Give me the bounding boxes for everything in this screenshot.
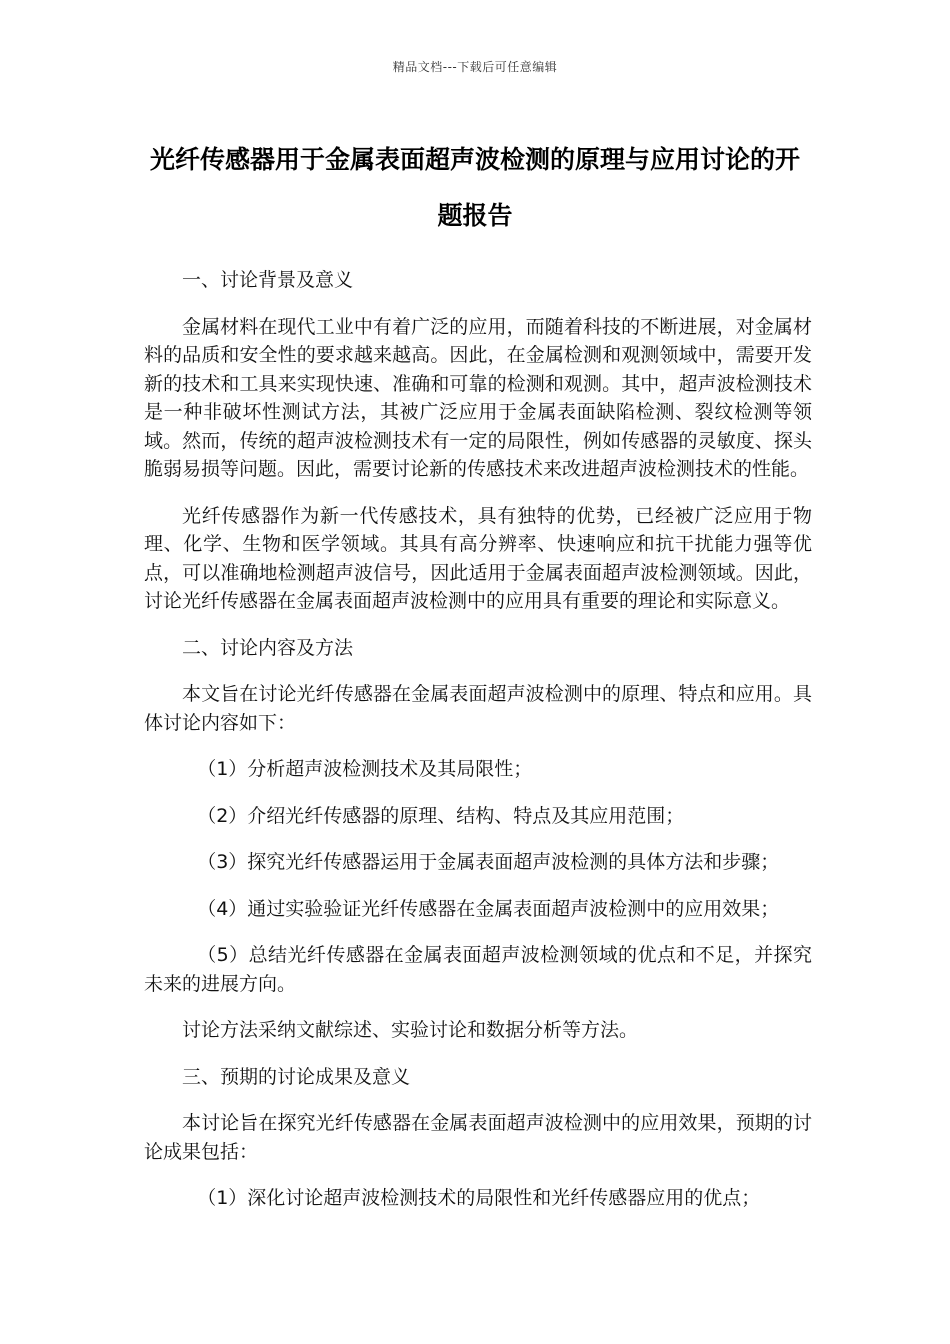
result-intro-paragraph: 本讨论旨在探究光纤传感器在金属表面超声波检测中的应用效果，预期的讨论成果包括： xyxy=(144,1112,812,1163)
header-note: 精品文档---下载后可任意编辑 xyxy=(392,60,558,74)
method-list-item-3: （3）探究光纤传感器运用于金属表面超声波检测的具体方法和步骤； xyxy=(197,851,780,873)
background-paragraph-1: 金属材料在现代工业中有着广泛的应用，而随着科技的不断进展，对金属材料的品质和安全性的要求越来越高。因此，在金属检测和观测领域中，需要开发新的技术和工具来实现快速、准确和可靠的检测和观测。其中，超声波检测技术是一种非破坏性测试方法，其被广泛应用于金属表面缺陷检测、裂纹检测等领域。然而，传统的超声波检测技术有一定的局限性，例如传感器的灵敏度、探头脆弱易损等问题。因此，需要讨论新的传感技术来改进超声波检测技术的性能。 xyxy=(144,315,812,480)
section-heading-2: 二、讨论内容及方法 xyxy=(182,636,354,659)
result-list-item-1: （1）深化讨论超声波检测技术的局限性和光纤传感器应用的优点； xyxy=(197,1187,761,1209)
document-body xyxy=(144,266,812,1213)
method-way-paragraph: 讨论方法采纳文献综述、实验讨论和数据分析等方法。 xyxy=(182,1019,639,1041)
method-list-item-5: （5）总结光纤传感器在金属表面超声波检测领域的优点和不足，并探究未来的进展方向。 xyxy=(144,944,812,995)
document-title: 光纤传感器用于金属表面超声波检测的原理与应用讨论的开题报告 xyxy=(149,145,800,230)
background-paragraph-2: 光纤传感器作为新一代传感技术，具有独特的优势，已经被广泛应用于物理、化学、生物和医学领域。其具有高分辨率、快速响应和抗干扰能力强等优点，可以准确地检测超声波信号，因此适用于金属表面超声波检测领域。因此，讨论光纤传感器在金属表面超声波检测中的应用具有重要的理论和实际意义。 xyxy=(144,504,812,612)
method-list-item-2: （2）介绍光纤传感器的原理、结构、特点及其应用范围； xyxy=(197,804,685,827)
method-intro-paragraph: 本文旨在讨论光纤传感器在金属表面超声波检测中的原理、特点和应用。具体讨论内容如下： xyxy=(144,683,812,734)
method-list-item-4: （4）通过实验验证光纤传感器在金属表面超声波检测中的应用效果； xyxy=(197,897,780,920)
section-heading-3: 三、预期的讨论成果及意义 xyxy=(182,1065,411,1088)
method-list-item-1: （1）分析超声波检测技术及其局限性； xyxy=(197,758,533,780)
section-heading-1: 一、讨论背景及意义 xyxy=(182,269,354,291)
